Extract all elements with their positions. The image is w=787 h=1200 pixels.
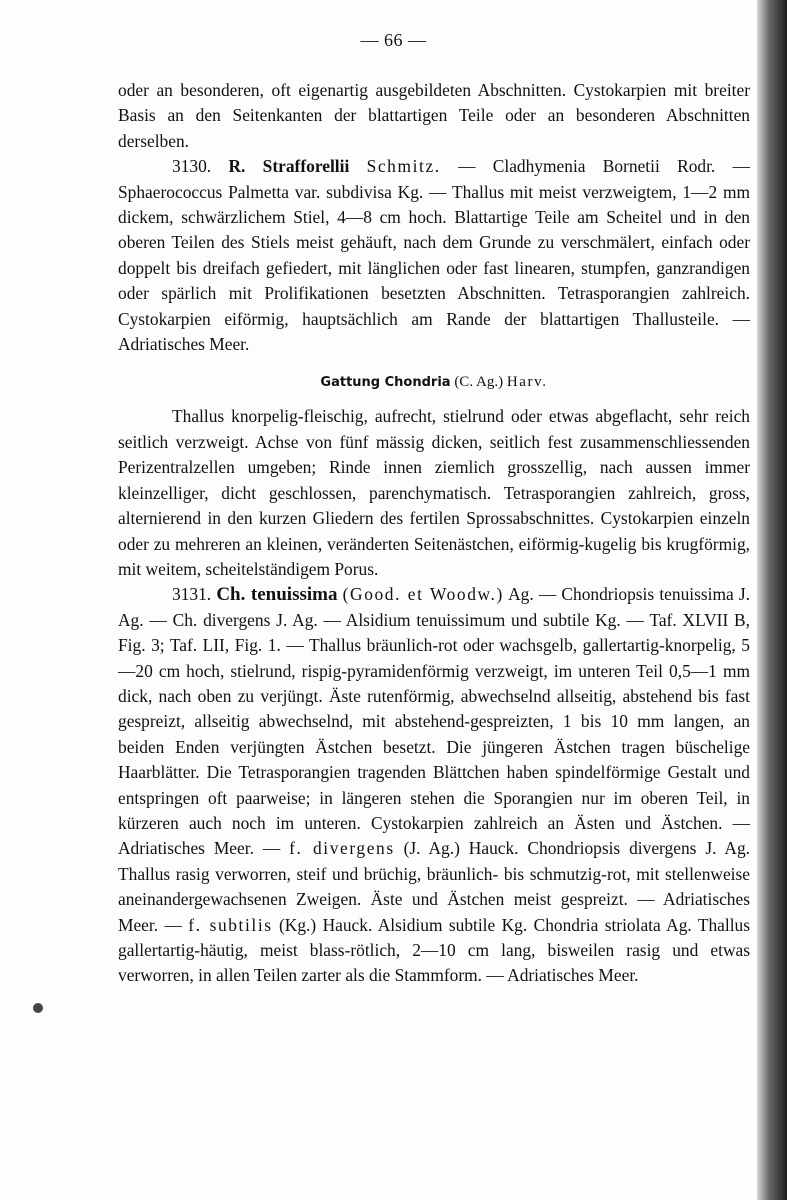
paragraph-species-3130 xyxy=(118,154,750,357)
page-number: — 66 — xyxy=(360,30,427,50)
species-author: (Good. et Woodw.) xyxy=(342,584,504,605)
species-description: Ag. — Chondriopsis tenuissima J. Ag. — Ch. divergens J. Ag. — Alsidium tenuissimum und subtile Kg. — Taf. XLVII B, Fig. 3; Taf. LII, Fig. 1. — Thallus bräunlich-rot oder wachsgelb, gallertartig-knorpelig, 5—20 cm hoch, stielrund, rispig-pyramidenförmig verzweigt, im unteren Teil 0,5—1 mm dick, nach oben zu verjüngt. Äste rutenförmig, abwechselnd allseitig, abstehend bis fast gespreizt, allseitig abwechselnd, mit abstehend-gespreizten, 1 bis 10 mm langen, an beiden Enden verjüngten Ästchen besetzt. Die jüngeren Ästchen tragen büschelige Haarblätter. Die Tetrasporangien tragenden Blättchen haben spindelförmige Gestalt und entspringen oft paarweise; in längeren stehen die Sporangien nur im oberen Teil, in kürzeren auch noch im unteren. Cystokarpien zahlreich an Ästen und Ästchen. — Adriatisches Meer. — xyxy=(118,584,750,859)
species-name: Ch. tenuissima xyxy=(216,584,338,606)
species-number: 3131. xyxy=(172,584,212,605)
species-description: — Cladhymenia Bornetii Rodr. — Sphaerococcus Palmetta var. subdivisa Kg. — Thallus mit meist verzweigtem, 1—2 mm dickem, schwärzlichem Stiel, 4—8 cm hoch. Blattartige Teile am Scheitel und in den oberen Teilen des Stiels meist gehäuft, nach dem Grunde zu verschmälert, einfach oder doppelt bis dreifach gefiedert, mit länglichen oder fast linearen, stumpfen, ganzrandigen oder spärlich mit Prolifikationen besetzten Abschnitten. Tetrasporangien zahlreich. Cystokarpien eiförmig, hauptsächlich am Rande der blattartigen Thallusteile. — Adriatisches Meer. xyxy=(118,156,750,355)
paragraph-species-3131 xyxy=(118,582,750,989)
genus-name: Gattung Chondria xyxy=(320,375,451,391)
form-name-divergens: f. divergens xyxy=(289,838,395,859)
genus-author-1: (C. Ag.) xyxy=(454,374,504,391)
form-description-divergens: (J. Ag.) Hauck. Chondriopsis divergens J. Ag. Thallus rasig verworren, steif und brüchig, bräunlich- bis schmutzig-rot, mit stellenweise aneinandergewachsenen Zweigen. Äste und Ästchen meist gespreizt. — Adriatisches Meer. — xyxy=(118,838,750,935)
genus-author-2: Harv. xyxy=(506,374,548,391)
paragraph-genus-description: Thallus knorpelig-fleischig, aufrecht, stielrund oder etwas abgeflacht, sehr reich seitlich verzweigt. Achse von fünf mässig dicken, seitlich fest zusammenschliessenden Perizentralzellen umgeben; Rinde innen ziemlich grosszellig, nach aussen immer kleinzelliger, dicht geschlossen, parenchymatisch. Tetrasporangien zahlreich, gross, alternierend in den kurzen Gliedern des fertilen Sprossabschnittes. Cystokarpien einzeln oder zu mehreren an kleinen, veränderten Seitenästchen, eiförmig-kugelig bis krugförmig, mit weitem, scheitelständigem Porus. xyxy=(118,406,750,579)
species-number: 3130. xyxy=(172,156,212,177)
form-name-subtilis: f. subtilis xyxy=(188,914,273,935)
page-edge-shadow xyxy=(757,0,787,1200)
body-text xyxy=(118,78,750,989)
species-author: Schmitz. xyxy=(366,156,441,177)
paragraph-intro: oder an besonderen, oft eigenartig ausgebildeten Abschnitten. Cystokarpien mit breiter Basis an den Seitenkanten der blattartigen Teile oder an besonderen Abschnitten derselben. xyxy=(118,80,750,151)
genus-heading xyxy=(118,371,750,394)
form-description-subtilis: (Kg.) Hauck. Alsidium subtile Kg. Chondria striolata Ag. Thallus gallertartig-häutig, meist blass-rötlich, 2—10 cm lang, bisweilen rasig und etwas verworren, in allen Teilen zarter als die Stammform. — Adriatisches Meer. xyxy=(118,914,750,986)
ink-spot xyxy=(33,1003,43,1013)
species-name: R. Strafforellii xyxy=(228,156,350,177)
